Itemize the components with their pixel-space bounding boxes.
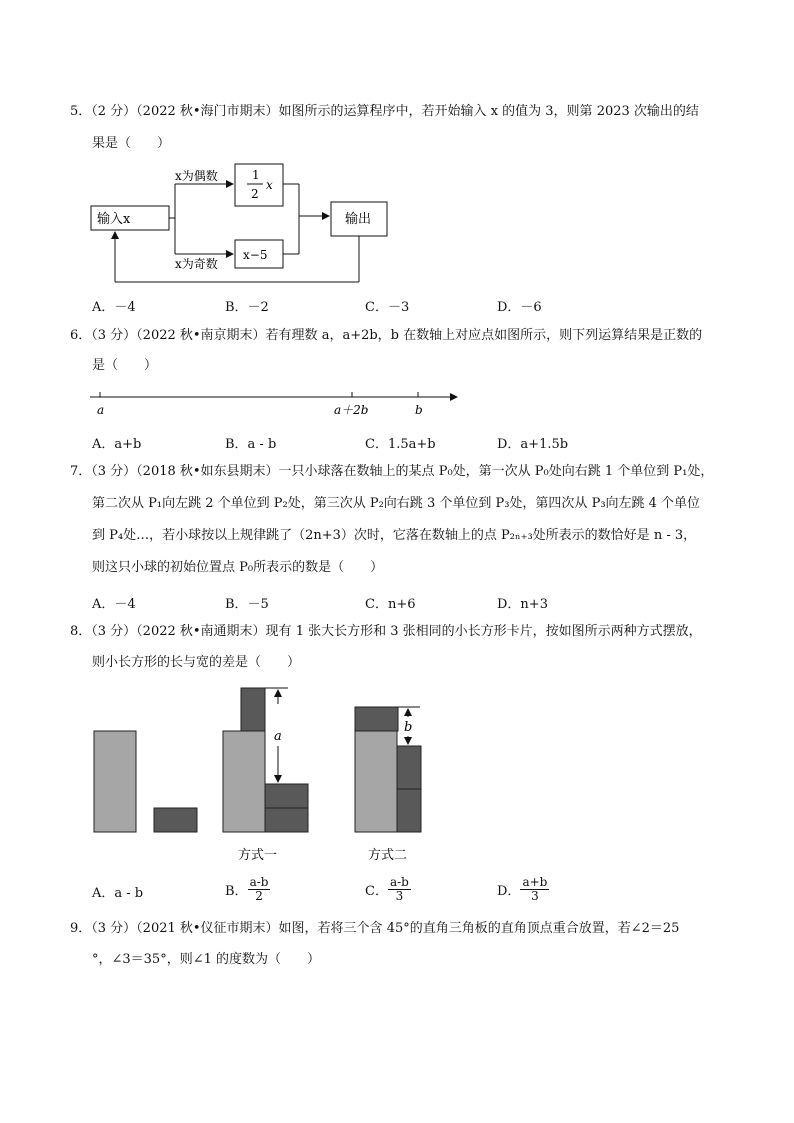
q7-options bbox=[92, 593, 652, 611]
q6-stem-line2: 是（ ） bbox=[92, 358, 158, 373]
q5-flowchart bbox=[85, 158, 405, 288]
q8-figure bbox=[88, 684, 428, 869]
q8-option-c-num: a-b bbox=[389, 875, 409, 889]
q7-stem-line4: 则这只小球的初始位置点 P₀所表示的数是（ ） bbox=[92, 560, 384, 575]
q7-stem-line3: 到 P₄处…，若小球按以上规律跳了（2n+3）次时，它落在数轴上的点 P₂ₙ₊₃处所表示的数恰好是 n - 3， bbox=[92, 528, 697, 543]
q5-option-d[interactable]: D．－6 bbox=[497, 300, 542, 315]
q6-option-a[interactable]: A．a+b bbox=[92, 437, 142, 452]
flow-input-label: 输入x bbox=[97, 212, 131, 227]
q8-option-d-num: a+b bbox=[522, 875, 548, 889]
flow-half-num: 1 bbox=[252, 168, 260, 182]
method2-label: 方式二 bbox=[368, 848, 408, 863]
q6-stem-line1: 6．（3 分）（2022 秋•南京期末）若有理数 a，a+2b，b 在数轴上对应点如图所示，则下列运算结果是正数的 bbox=[70, 328, 703, 343]
dim-label-a: a bbox=[274, 729, 282, 744]
q8-options bbox=[92, 876, 652, 910]
q8-option-d[interactable] bbox=[497, 876, 549, 903]
axis-point-a2b: a＋2b bbox=[334, 403, 369, 417]
q6-option-d[interactable]: D．a+1.5b bbox=[497, 437, 569, 452]
q5-option-a[interactable]: A．－4 bbox=[92, 300, 136, 315]
q5-options bbox=[92, 296, 652, 314]
q6-option-c[interactable]: C．1.5a+b bbox=[365, 437, 436, 452]
q8-option-b-den: 2 bbox=[255, 889, 263, 903]
q8-option-c-prefix: C． bbox=[365, 884, 388, 899]
flow-even-label: x为偶数 bbox=[175, 169, 218, 183]
q8-option-a[interactable]: A．a - b bbox=[92, 886, 144, 901]
q9-stem-line1: 9．（3 分）（2021 秋•仪征市期末）如图，若将三个含 45°的直角三角板的直角顶点重合放置，若∠2＝25 bbox=[70, 921, 680, 936]
q7-stem-line1: 7．（3 分）（2018 秋•如东县期末）一只小球落在数轴上的某点 P₀处，第一次从 P₀处向右跳 1 个单位到 P₁处， bbox=[70, 464, 714, 479]
q5-stem-line1: 5．（2 分）（2022 秋•海门市期末）如图所示的运算程序中，若开始输入 x 的值为 3，则第 2023 次输出的结 bbox=[70, 104, 699, 119]
q9-stem-line2: °，∠3＝35°，则∠1 的度数为（ ） bbox=[92, 952, 321, 967]
q5-option-c[interactable]: C．－3 bbox=[365, 300, 410, 315]
q8-option-b[interactable] bbox=[225, 876, 270, 903]
q7-option-b[interactable]: B．－5 bbox=[225, 597, 269, 612]
flow-minus-label: x−5 bbox=[243, 248, 268, 262]
q6-option-b[interactable]: B．a - b bbox=[225, 437, 277, 452]
q8-option-b-fraction bbox=[248, 876, 271, 903]
axis-point-a: a bbox=[97, 403, 105, 417]
flow-odd-label: x为奇数 bbox=[175, 257, 218, 271]
q7-stem-line2: 第二次从 P₁向左跳 2 个单位到 P₂处，第三次从 P₂向右跳 3 个单位到 P₃处，第四次从 P₃向左跳 4 个单位 bbox=[92, 496, 701, 511]
flow-output-label: 输出 bbox=[345, 212, 372, 227]
q8-stem-line1: 8．（3 分）（2022 秋•南通期末）现有 1 张大长方形和 3 张相同的小长方形卡片，按如图所示两种方式摆放， bbox=[70, 624, 702, 639]
q7-option-a[interactable]: A．－4 bbox=[92, 597, 136, 612]
method1-label: 方式一 bbox=[238, 848, 278, 863]
flow-half-var: x bbox=[266, 178, 273, 192]
q6-number-line bbox=[88, 386, 468, 422]
q8-option-d-prefix: D． bbox=[497, 884, 521, 899]
large-rect-card bbox=[94, 731, 136, 832]
q8-option-c[interactable] bbox=[365, 876, 411, 903]
q8-stem-line2: 则小长方形的长与宽的差是（ ） bbox=[92, 655, 301, 670]
q7-option-c[interactable]: C．n+6 bbox=[365, 597, 416, 612]
q6-options bbox=[92, 433, 652, 451]
q8-option-d-den: 3 bbox=[531, 889, 539, 903]
q8-option-b-num: a-b bbox=[249, 875, 269, 889]
q8-option-b-prefix: B． bbox=[225, 884, 248, 899]
small-rect-card bbox=[154, 808, 197, 832]
q8-option-c-fraction bbox=[388, 876, 411, 903]
flow-half-den: 2 bbox=[251, 187, 259, 201]
q5-option-b[interactable]: B．－2 bbox=[225, 300, 269, 315]
axis-point-b: b bbox=[415, 403, 423, 417]
q5-stem-line2: 果是（ ） bbox=[92, 136, 171, 151]
dim-label-b: b bbox=[404, 720, 413, 735]
q8-option-c-den: 3 bbox=[395, 889, 404, 903]
q8-option-d-fraction bbox=[520, 876, 549, 903]
q7-option-d[interactable]: D．n+3 bbox=[497, 597, 548, 612]
